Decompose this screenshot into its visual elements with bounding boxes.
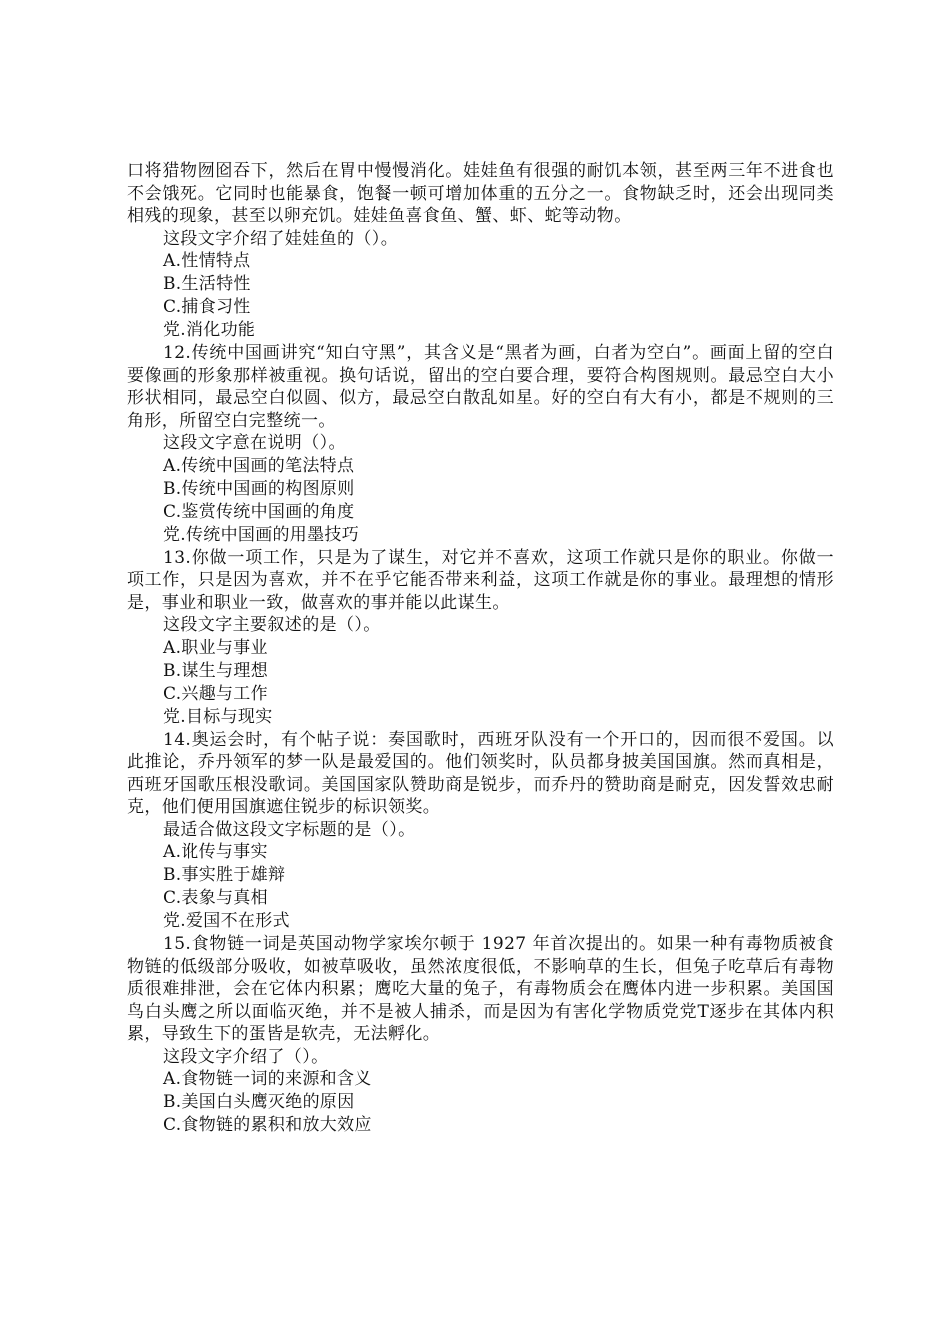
q11-question: 这段文字介绍了娃娃鱼的（）。 <box>163 228 399 249</box>
q14-option-a: A.讹传与事实 <box>163 842 268 862</box>
q12-question: 这段文字意在说明（）。 <box>163 433 346 453</box>
document-page <box>127 160 834 1137</box>
q13-option-b: B.谋生与理想 <box>163 660 268 681</box>
q14-passage: 14.奥运会时，有个帖子说：奏国歌时，西班牙队没有一个开口的，因而很不爱国。以此推论，乔丹领军的梦一队是最爱国的。他们领奖时，队员都身披美国国旗。然而真相是，西班牙国歌压根没歌词。美国国家队赞助商是锐步，而乔丹的赞助商是耐克，因发誓效忠耐克，他们便用国旗遮住锐步的标识领奖。 <box>127 729 834 817</box>
q12-passage: 12.传统中国画讲究“知白守黑”，其含义是“黑者为画，白者为空白”。画面上留的空白要像画的形象那样被重视。换句话说，留出的空白要合理，要符合构图规则。最忌空白大小形状相同，最忌空白似圆、似方，最忌空白散乱如星。好的空白有大有小，都是不规则的三角形，所留空白完整统一。 <box>127 343 834 431</box>
q15-passage: 15.食物链一词是英国动物学家埃尔顿于 1927 年首次提出的。如果一种有毒物质被食物链的低级部分吸收，如被草吸收，虽然浓度很低，不影响草的生长，但兔子吃草后有毒物质很难排泄，会在它体内积累；鹰吃大量的兔子，有毒物质会在鹰体内进一步积累。美国国鸟白头鹰之所以面临灭绝，并不是被人捕杀，而是因为有害化学物质党党T逐步在其体内积累，导致生下的蛋皆是软壳，无法孵化。 <box>127 934 834 1044</box>
q11-option-a: A.性情特点 <box>163 251 251 271</box>
passage-continuation: 口将猎物囫囵吞下，然后在胃中慢慢消化。娃娃鱼有很强的耐饥本领，甚至两三年不进食也不会饿死。它同时也能暴食，饱餐一顿可增加体重的五分之一。食物缺乏时，还会出现同类相残的现象，甚至以卵充饥。娃娃鱼喜食鱼、蟹、虾、蛇等动物。 <box>127 161 834 226</box>
q14-option-d: 党.爱国不在形式 <box>163 911 290 931</box>
q13-question: 这段文字主要叙述的是（）。 <box>163 615 381 635</box>
q15-option-b: B.美国白头鹰灭绝的原因 <box>163 1092 355 1112</box>
q13-option-a: A.职业与事业 <box>163 637 268 658</box>
q13-option-d: 党.目标与现实 <box>163 706 273 727</box>
q11-option-b: B.生活特性 <box>163 274 251 294</box>
q14-option-c: C.表象与真相 <box>163 888 268 908</box>
q15-question: 这段文字介绍了（）。 <box>163 1046 329 1067</box>
q12-option-c: C.鉴赏传统中国画的角度 <box>163 501 355 522</box>
q15-option-a: A.食物链一词的来源和含义 <box>163 1069 372 1089</box>
q14-option-b: B.事实胜于雄辩 <box>163 865 286 885</box>
q13-option-c: C.兴趣与工作 <box>163 683 268 704</box>
q12-option-b: B.传统中国画的构图原则 <box>163 478 355 499</box>
q11-option-d: 党.消化功能 <box>163 320 256 340</box>
q12-option-a: A.传统中国画的笔法特点 <box>163 455 355 476</box>
q15-option-c: C.食物链的累积和放大效应 <box>163 1115 372 1135</box>
q14-question: 最适合做这段文字标题的是（）。 <box>163 819 416 840</box>
q12-option-d: 党.传统中国画的用墨技巧 <box>163 524 360 545</box>
q13-passage: 13.你做一项工作，只是为了谋生，对它并不喜欢，这项工作就只是你的职业。你做一项工作，只是因为喜欢，并不在乎它能否带来利益，这项工作就是你的事业。最理想的情形是，事业和职业一致，做喜欢的事并能以此谋生。 <box>127 547 834 613</box>
q11-option-c: C.捕食习性 <box>163 297 251 317</box>
